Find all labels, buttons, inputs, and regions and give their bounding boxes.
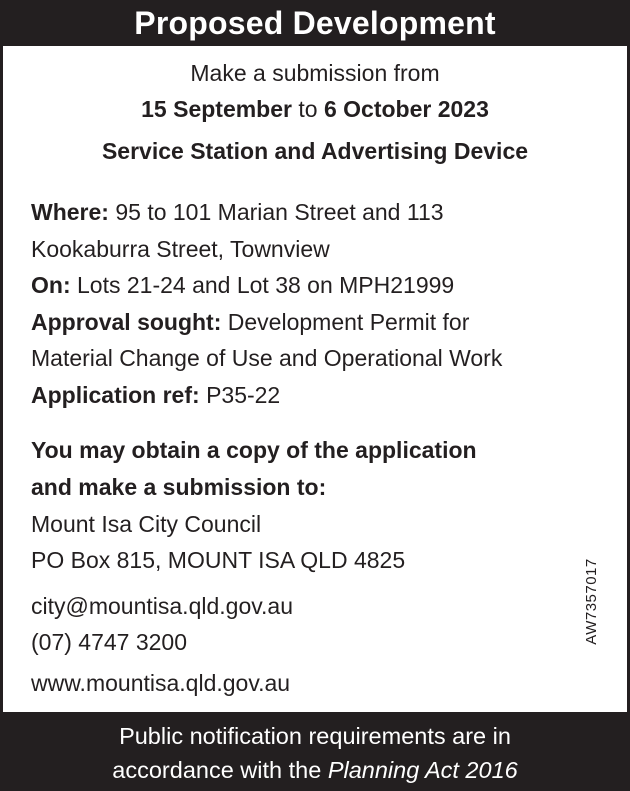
- approval-label: Approval sought:: [31, 308, 222, 335]
- application-ref-label: Application ref:: [31, 381, 200, 408]
- approval-value-line-2: Material Change of Use and Operational Work: [31, 345, 503, 371]
- application-ref-value: P35-22: [206, 381, 281, 408]
- on-value: Lots 21-24 and Lot 38 on MPH21999: [77, 272, 455, 298]
- council-email[interactable]: city@mountisa.qld.gov.au: [31, 593, 293, 619]
- footer-line-1: Public notification requirements are in: [119, 723, 511, 749]
- approval-value-line-1: Development Permit for: [227, 308, 470, 335]
- development-subject: Service Station and Advertising Device: [101, 138, 529, 164]
- submission-period-intro: Make a submission from: [190, 60, 440, 86]
- obtain-line-1: You may obtain a copy of the application: [31, 437, 477, 463]
- to-word: to: [298, 96, 318, 122]
- submission-period: [3, 96, 627, 123]
- council-phone[interactable]: (07) 4747 3200: [31, 629, 188, 655]
- on-row: [31, 267, 502, 304]
- obtain-copy-heading: [31, 432, 477, 506]
- footer-prefix: accordance with the: [112, 757, 322, 783]
- planning-act: Planning Act 2016: [327, 757, 518, 783]
- council-name: Mount Isa City Council: [31, 511, 262, 537]
- start-date: 15 September: [141, 96, 292, 122]
- notice-body: [3, 46, 627, 712]
- where-row: [31, 194, 502, 231]
- notice-footer: [0, 712, 630, 791]
- notice-title: Proposed Development: [134, 4, 496, 41]
- ad-reference: [574, 546, 608, 656]
- council-website[interactable]: www.mountisa.qld.gov.au: [31, 670, 291, 696]
- on-label: On:: [31, 272, 71, 298]
- development-details: [31, 194, 502, 413]
- footer-line-2: [0, 753, 630, 787]
- approval-row: [31, 304, 502, 341]
- end-date: 6 October 2023: [323, 96, 489, 122]
- council-contact: [31, 588, 293, 660]
- ref-row: [31, 377, 502, 414]
- obtain-line-2: and make a submission to:: [31, 474, 327, 500]
- ad-reference-code: AW7357017: [582, 557, 600, 645]
- postal-address: PO Box 815, MOUNT ISA QLD 4825: [31, 547, 406, 573]
- where-value-line-2: Kookaburra Street, Townview: [31, 235, 330, 262]
- where-value-line-1: 95 to 101 Marian Street and 113: [115, 199, 444, 225]
- council-address: [31, 506, 405, 578]
- where-label: Where:: [31, 199, 109, 225]
- notice-header: [0, 0, 630, 46]
